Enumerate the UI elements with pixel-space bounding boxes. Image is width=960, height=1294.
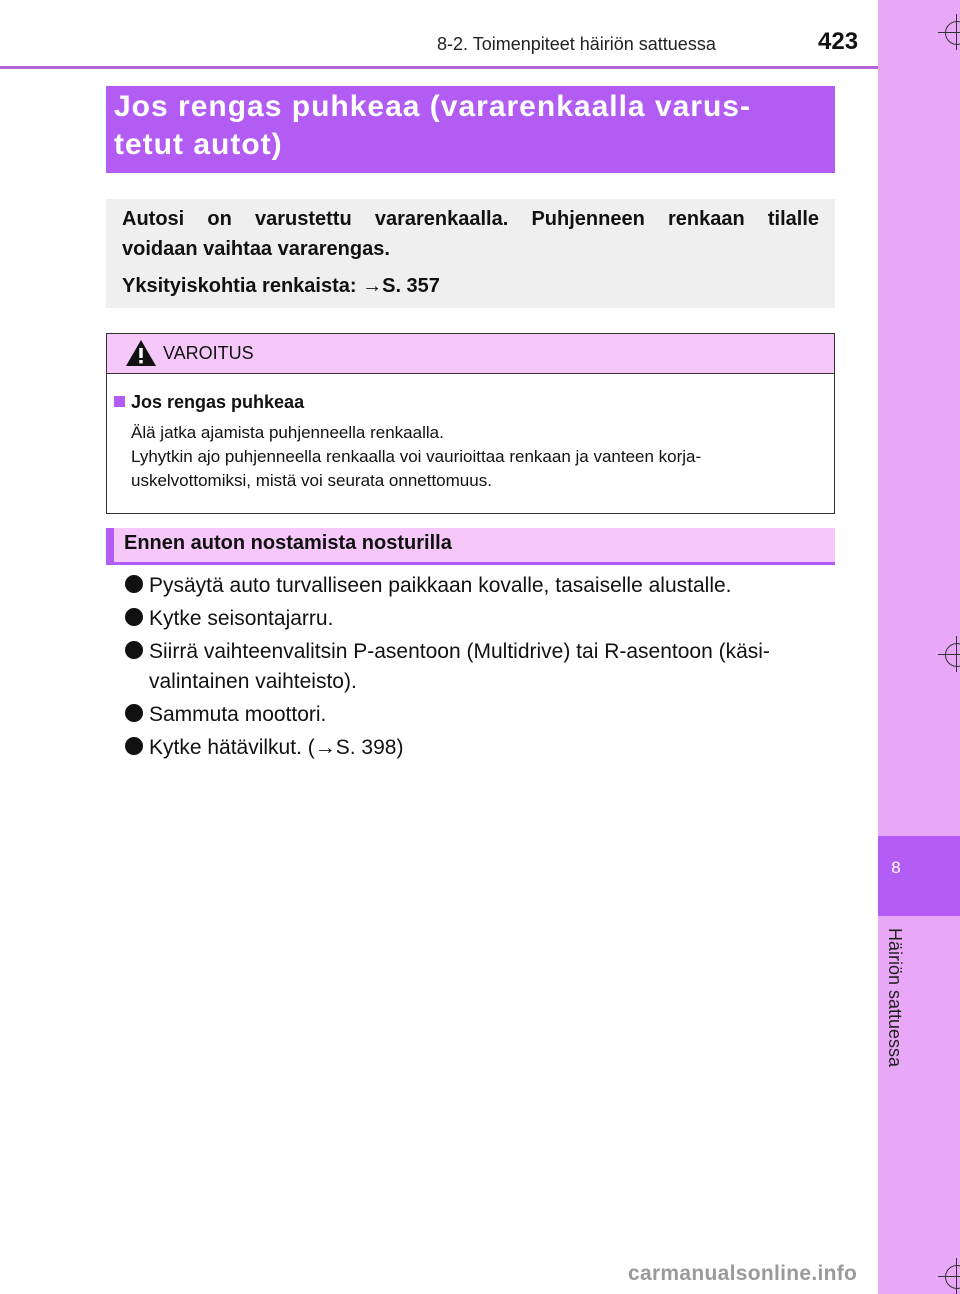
warning-triangle-icon	[124, 338, 158, 368]
list-item: Siirrä vaihteenvalitsin P-asentoon (Multidrive) tai R-asentoon (käsi-	[125, 637, 770, 667]
list-item: Kytke seisontajarru.	[125, 604, 333, 634]
bullet-icon	[125, 575, 143, 593]
bullet-icon	[125, 704, 143, 722]
warning-text-line-3: uskelvottomiksi, mistä voi seurata onnettomuus.	[131, 471, 492, 490]
bullet-icon	[125, 641, 143, 659]
chapter-number: 8	[891, 858, 901, 877]
section-heading-bar	[106, 528, 114, 565]
page-number: 423	[818, 28, 859, 55]
warning-label: VAROITUS	[163, 343, 254, 363]
header-divider	[0, 66, 878, 69]
watermark: carmanualsonline.info	[628, 1262, 858, 1285]
list-item: Kytke hätävilkut. (→S. 398)	[125, 733, 403, 763]
page-title-line-1: Jos rengas puhkeaa (vararenkaalla varus-	[114, 90, 751, 123]
warning-text-line-1: Älä jatka ajamista puhjenneella renkaalla.	[131, 423, 444, 442]
intro-text-line-2: voidaan vaihtaa vararengas.	[122, 238, 390, 260]
square-bullet-icon	[114, 396, 125, 407]
intro-text-line-1: Autosi on varustettu vararenkaalla. Puhjenneen renkaan tilalle	[122, 208, 819, 230]
bullet-icon	[125, 737, 143, 755]
list-item-continuation: valintainen vaihteisto).	[149, 670, 357, 693]
list-item: Sammuta moottori.	[125, 700, 326, 730]
list-item: Pysäytä auto turvalliseen paikkaan kovalle, tasaiselle alustalle.	[125, 571, 732, 601]
section-heading: Ennen auton nostamista nosturilla	[124, 532, 452, 554]
page-title	[114, 88, 824, 164]
page-title-line-2: tetut autot)	[114, 128, 283, 161]
warning-text-line-2: Lyhytkin ajo puhjenneella renkaalla voi vaurioittaa renkaan ja vanteen korja-	[131, 447, 702, 466]
intro-reference: Yksityiskohtia renkaista: →S. 357	[122, 275, 440, 297]
chapter-label: Häiriön sattuessa	[885, 928, 905, 1068]
bullet-icon	[125, 608, 143, 626]
section-reference: 8-2. Toimenpiteet häiriön sattuessa	[437, 34, 716, 54]
warning-subheading: Jos rengas puhkeaa	[131, 392, 305, 412]
